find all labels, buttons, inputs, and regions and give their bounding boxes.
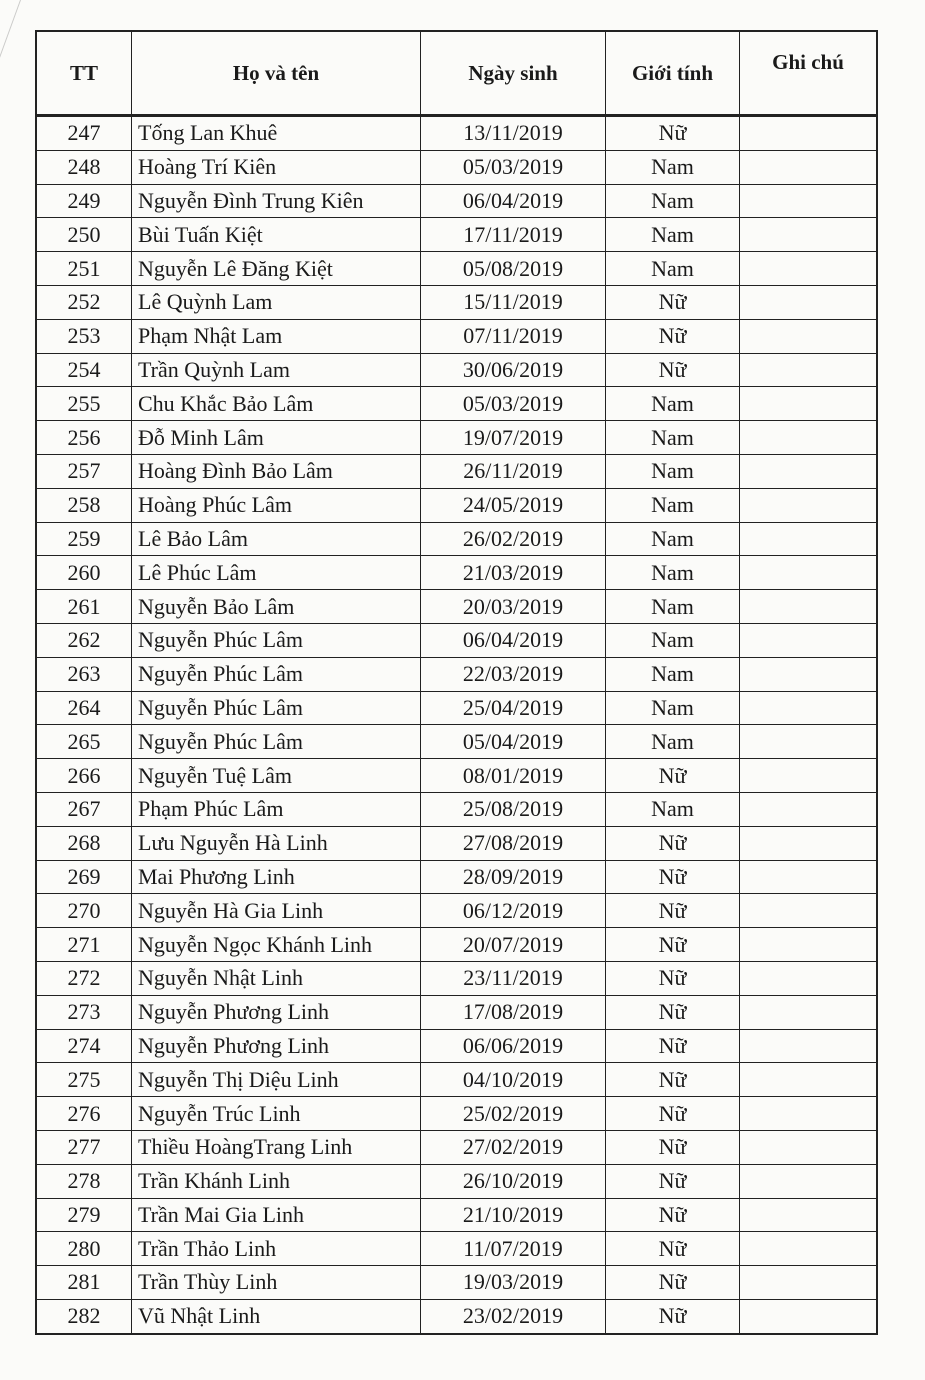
table-row [36,894,877,928]
header-name: Họ và tên [132,31,421,116]
table-row [36,285,877,319]
note-cell [740,1232,878,1266]
table-row [36,995,877,1029]
gender-cell: Nam [606,387,740,421]
note-cell [740,1266,878,1300]
row-number-cell: 270 [36,894,132,928]
student-name-cell: Hoàng Đình Bảo Lâm [132,454,421,488]
row-number-cell: 281 [36,1266,132,1300]
table-row [36,454,877,488]
table-row [36,116,877,151]
row-number-cell: 276 [36,1097,132,1131]
student-name-cell: Nguyễn Phúc Lâm [132,657,421,691]
student-name-cell: Nguyễn Phúc Lâm [132,725,421,759]
table-row [36,590,877,624]
row-number-cell: 269 [36,860,132,894]
date-of-birth-cell: 04/10/2019 [421,1063,606,1097]
student-name-cell: Hoàng Phúc Lâm [132,488,421,522]
table-row [36,1232,877,1266]
student-name-cell: Lê Bảo Lâm [132,522,421,556]
gender-cell: Nữ [606,1164,740,1198]
date-of-birth-cell: 24/05/2019 [421,488,606,522]
date-of-birth-cell: 06/04/2019 [421,623,606,657]
table-row [36,860,877,894]
note-cell [740,319,878,353]
table-row [36,150,877,184]
gender-cell: Nữ [606,1063,740,1097]
note-cell [740,1097,878,1131]
date-of-birth-cell: 05/03/2019 [421,150,606,184]
row-number-cell: 255 [36,387,132,421]
gender-cell: Nữ [606,860,740,894]
student-name-cell: Nguyễn Phương Linh [132,995,421,1029]
note-cell [740,522,878,556]
date-of-birth-cell: 23/11/2019 [421,961,606,995]
table-header-row [36,31,877,116]
note-cell [740,1063,878,1097]
student-name-cell: Nguyễn Phúc Lâm [132,691,421,725]
table-body [36,116,877,1334]
table-row [36,1198,877,1232]
gender-cell: Nam [606,623,740,657]
row-number-cell: 282 [36,1299,132,1333]
date-of-birth-cell: 28/09/2019 [421,860,606,894]
gender-cell: Nữ [606,759,740,793]
note-cell [740,623,878,657]
row-number-cell: 273 [36,995,132,1029]
table-row [36,421,877,455]
table-row [36,184,877,218]
note-cell [740,657,878,691]
note-cell [740,184,878,218]
date-of-birth-cell: 06/12/2019 [421,894,606,928]
gender-cell: Nữ [606,1097,740,1131]
date-of-birth-cell: 20/07/2019 [421,928,606,962]
table-row [36,319,877,353]
row-number-cell: 274 [36,1029,132,1063]
student-name-cell: Vũ Nhật Linh [132,1299,421,1333]
date-of-birth-cell: 17/11/2019 [421,218,606,252]
header-note: Ghi chú [740,31,878,116]
student-name-cell: Trần Thùy Linh [132,1266,421,1300]
date-of-birth-cell: 27/08/2019 [421,826,606,860]
date-of-birth-cell: 07/11/2019 [421,319,606,353]
table-row [36,1029,877,1063]
date-of-birth-cell: 25/04/2019 [421,691,606,725]
student-name-cell: Nguyễn Lê Đăng Kiệt [132,252,421,286]
table-row [36,1164,877,1198]
row-number-cell: 260 [36,556,132,590]
gender-cell: Nam [606,488,740,522]
row-number-cell: 248 [36,150,132,184]
student-name-cell: Hoàng Trí Kiên [132,150,421,184]
row-number-cell: 247 [36,116,132,151]
date-of-birth-cell: 19/07/2019 [421,421,606,455]
note-cell [740,725,878,759]
gender-cell: Nam [606,657,740,691]
gender-cell: Nam [606,454,740,488]
date-of-birth-cell: 11/07/2019 [421,1232,606,1266]
student-name-cell: Nguyễn Ngọc Khánh Linh [132,928,421,962]
note-cell [740,387,878,421]
student-name-cell: Nguyễn Đình Trung Kiên [132,184,421,218]
note-cell [740,488,878,522]
note-cell [740,691,878,725]
table-row [36,928,877,962]
gender-cell: Nam [606,150,740,184]
page-corner-fold [0,0,21,60]
note-cell [740,116,878,151]
row-number-cell: 272 [36,961,132,995]
row-number-cell: 268 [36,826,132,860]
date-of-birth-cell: 26/11/2019 [421,454,606,488]
table-row [36,488,877,522]
student-name-cell: Thiều HoàngTrang Linh [132,1130,421,1164]
gender-cell: Nữ [606,116,740,151]
student-name-cell: Nguyễn Phương Linh [132,1029,421,1063]
gender-cell: Nữ [606,353,740,387]
date-of-birth-cell: 17/08/2019 [421,995,606,1029]
gender-cell: Nữ [606,319,740,353]
table-row [36,218,877,252]
row-number-cell: 271 [36,928,132,962]
note-cell [740,928,878,962]
note-cell [740,826,878,860]
note-cell [740,995,878,1029]
student-name-cell: Nguyễn Tuệ Lâm [132,759,421,793]
row-number-cell: 253 [36,319,132,353]
gender-cell: Nam [606,218,740,252]
row-number-cell: 258 [36,488,132,522]
student-list-table [35,30,878,1335]
note-cell [740,421,878,455]
student-name-cell: Lê Quỳnh Lam [132,285,421,319]
row-number-cell: 265 [36,725,132,759]
student-name-cell: Nguyễn Bảo Lâm [132,590,421,624]
date-of-birth-cell: 23/02/2019 [421,1299,606,1333]
student-name-cell: Đỗ Minh Lâm [132,421,421,455]
note-cell [740,218,878,252]
row-number-cell: 264 [36,691,132,725]
student-name-cell: Nguyễn Thị Diệu Linh [132,1063,421,1097]
row-number-cell: 278 [36,1164,132,1198]
date-of-birth-cell: 05/04/2019 [421,725,606,759]
table-row [36,1299,877,1333]
row-number-cell: 259 [36,522,132,556]
date-of-birth-cell: 25/02/2019 [421,1097,606,1131]
student-name-cell: Phạm Nhật Lam [132,319,421,353]
gender-cell: Nam [606,252,740,286]
note-cell [740,1164,878,1198]
gender-cell: Nữ [606,1232,740,1266]
row-number-cell: 263 [36,657,132,691]
note-cell [740,1299,878,1333]
table-row [36,1130,877,1164]
row-number-cell: 279 [36,1198,132,1232]
student-name-cell: Mai Phương Linh [132,860,421,894]
note-cell [740,353,878,387]
gender-cell: Nữ [606,894,740,928]
gender-cell: Nữ [606,928,740,962]
note-cell [740,252,878,286]
student-name-cell: Nguyễn Nhật Linh [132,961,421,995]
gender-cell: Nữ [606,1266,740,1300]
table-row [36,252,877,286]
row-number-cell: 280 [36,1232,132,1266]
date-of-birth-cell: 06/06/2019 [421,1029,606,1063]
student-name-cell: Nguyễn Trúc Linh [132,1097,421,1131]
row-number-cell: 275 [36,1063,132,1097]
student-name-cell: Trần Thảo Linh [132,1232,421,1266]
row-number-cell: 254 [36,353,132,387]
note-cell [740,1029,878,1063]
gender-cell: Nữ [606,285,740,319]
note-cell [740,590,878,624]
student-name-cell: Trần Khánh Linh [132,1164,421,1198]
table-row [36,522,877,556]
date-of-birth-cell: 26/02/2019 [421,522,606,556]
table-row [36,691,877,725]
gender-cell: Nam [606,522,740,556]
note-cell [740,1198,878,1232]
gender-cell: Nam [606,590,740,624]
date-of-birth-cell: 30/06/2019 [421,353,606,387]
note-cell [740,792,878,826]
row-number-cell: 267 [36,792,132,826]
row-number-cell: 250 [36,218,132,252]
student-name-cell: Tống Lan Khuê [132,116,421,151]
gender-cell: Nữ [606,995,740,1029]
date-of-birth-cell: 26/10/2019 [421,1164,606,1198]
student-name-cell: Trần Mai Gia Linh [132,1198,421,1232]
gender-cell: Nữ [606,961,740,995]
student-name-cell: Bùi Tuấn Kiệt [132,218,421,252]
table-row [36,657,877,691]
date-of-birth-cell: 20/03/2019 [421,590,606,624]
row-number-cell: 266 [36,759,132,793]
note-cell [740,150,878,184]
row-number-cell: 277 [36,1130,132,1164]
gender-cell: Nam [606,792,740,826]
table-row [36,792,877,826]
gender-cell: Nam [606,556,740,590]
student-name-cell: Nguyễn Phúc Lâm [132,623,421,657]
date-of-birth-cell: 08/01/2019 [421,759,606,793]
student-name-cell: Trần Quỳnh Lam [132,353,421,387]
date-of-birth-cell: 21/03/2019 [421,556,606,590]
gender-cell: Nữ [606,826,740,860]
note-cell [740,285,878,319]
date-of-birth-cell: 06/04/2019 [421,184,606,218]
row-number-cell: 252 [36,285,132,319]
table-row [36,1266,877,1300]
row-number-cell: 249 [36,184,132,218]
table-row [36,556,877,590]
date-of-birth-cell: 19/03/2019 [421,1266,606,1300]
note-cell [740,1130,878,1164]
row-number-cell: 251 [36,252,132,286]
gender-cell: Nữ [606,1029,740,1063]
date-of-birth-cell: 21/10/2019 [421,1198,606,1232]
date-of-birth-cell: 25/08/2019 [421,792,606,826]
date-of-birth-cell: 27/02/2019 [421,1130,606,1164]
date-of-birth-cell: 13/11/2019 [421,116,606,151]
student-name-cell: Lưu Nguyễn Hà Linh [132,826,421,860]
student-name-cell: Chu Khắc Bảo Lâm [132,387,421,421]
table-row [36,725,877,759]
gender-cell: Nữ [606,1198,740,1232]
row-number-cell: 261 [36,590,132,624]
gender-cell: Nam [606,725,740,759]
table-row [36,353,877,387]
date-of-birth-cell: 05/08/2019 [421,252,606,286]
student-name-cell: Phạm Phúc Lâm [132,792,421,826]
note-cell [740,759,878,793]
note-cell [740,860,878,894]
gender-cell: Nam [606,691,740,725]
table-row [36,759,877,793]
row-number-cell: 257 [36,454,132,488]
header-dob: Ngày sinh [421,31,606,116]
table-row [36,387,877,421]
row-number-cell: 256 [36,421,132,455]
student-name-cell: Lê Phúc Lâm [132,556,421,590]
gender-cell: Nữ [606,1130,740,1164]
date-of-birth-cell: 15/11/2019 [421,285,606,319]
date-of-birth-cell: 22/03/2019 [421,657,606,691]
table-row [36,623,877,657]
header-gender: Giới tính [606,31,740,116]
note-cell [740,556,878,590]
header-tt: TT [36,31,132,116]
table-row [36,961,877,995]
note-cell [740,454,878,488]
date-of-birth-cell: 05/03/2019 [421,387,606,421]
note-cell [740,961,878,995]
gender-cell: Nam [606,421,740,455]
note-cell [740,894,878,928]
gender-cell: Nữ [606,1299,740,1333]
table-row [36,826,877,860]
gender-cell: Nam [606,184,740,218]
row-number-cell: 262 [36,623,132,657]
student-name-cell: Nguyễn Hà Gia Linh [132,894,421,928]
table-row [36,1063,877,1097]
table-row [36,1097,877,1131]
